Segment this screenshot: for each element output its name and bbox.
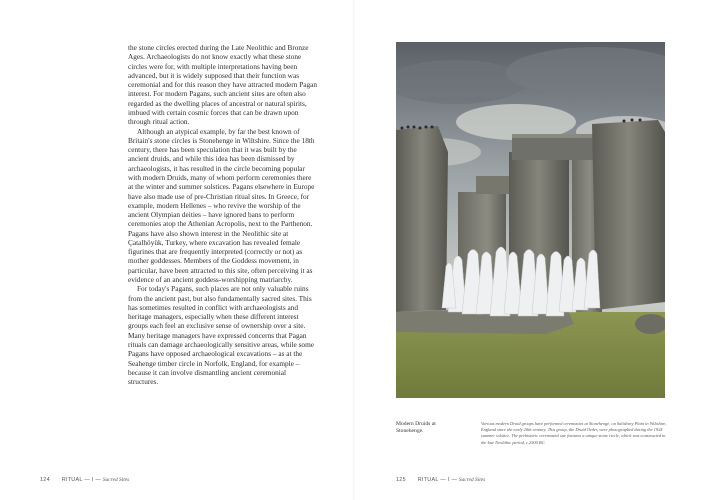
running-head-separator: — I —	[84, 477, 102, 483]
running-head: RITUAL	[417, 477, 439, 483]
running-head-section: Sacred Sites	[102, 477, 130, 483]
photo-caption-body: Various modern Druid groups have performed ceremonies at Stonehenge, on Salisbury Plain in Wiltshire, England since the early 20th century. This group, the Druid Order, were photographed during the 1924 summer solstice. The prehistoric ceremonial site features a unique stone circle, which was constructed in the late Neolithic period, c.2500 BC.	[481, 421, 667, 445]
photo-caption-title: Modern Druids at Stonehenge.	[396, 421, 436, 434]
body-paragraph: the stone circles erected during the Late Neolithic and Bronze Ages. Archaeologists do not know exactly what these stone circles were for, with multiple interpretations having been advanced, but it is widely supposed that their function was ceremonial and for this reason they have attracted modern Pagan interest. For modern Pagans, such ancient sites are often also regarded as the dwelling places of ancestral or natural spirits, imbued with certain cosmic forces that can be drawn upon through ritual action.	[128, 43, 318, 127]
page-number: 124	[40, 477, 50, 483]
body-paragraph: For today's Pagans, such places are not only valuable ruins from the ancient past, but also fundamentally sacred sites. This has sometimes resulted in conflict with archaeologists and heritage managers, especially when these different interest groups each feel an exclusive sense of ownership over a site. Many heritage managers have expressed concerns that Pagan rituals can damage archaeologically sensitive areas, while some Pagans have opposed archaeological excavations – as at the Seahenge timber circle in Norfolk, England, for example – because it can involve dismantling ancient ceremonial structures.	[128, 284, 314, 387]
body-paragraph: Although an atypical example, by far the best known of Britain's stone circles is Stonehenge in Wiltshire. Since the 18th century, there has been speculation that it was built by the ancient druids, and while this idea has been dismissed by archaeologists, it has resulted in the circle becoming popular with modern Druids, many of whom perform ceremonies there at the winter and summer solstices. Pagans elsewhere in Europe have also made use of pre-Christian ritual sites. In Greece, for example, modern Hellenes – who revive the worship of the ancient Olympian deities – have ignored bans to perform ceremonies atop the Athenian Acropolis, next to the Parthenon. Pagans have also shown interest in the Neolithic site at Çatalhöyük, Turkey, where excavation has revealed female figurines that are frequently interpreted (correctly or not) as mother goddesses. Members of the Goddess movement, in particular, have been attracted to this site, often perceiving it as evidence of an ancient goddess-worshipping matriarchy.	[128, 126, 315, 285]
running-head-section: Sacred Sites	[458, 477, 486, 483]
page-number: 125	[396, 477, 406, 483]
left-page-body-text	[128, 43, 318, 386]
right-page-folio	[396, 477, 485, 483]
left-page-folio	[40, 477, 129, 483]
stonehenge-druids-photo	[396, 42, 665, 398]
running-head: RITUAL	[61, 477, 83, 483]
book-gutter	[353, 0, 355, 500]
running-head-separator: — I —	[440, 477, 458, 483]
photo-illustration	[396, 42, 665, 398]
